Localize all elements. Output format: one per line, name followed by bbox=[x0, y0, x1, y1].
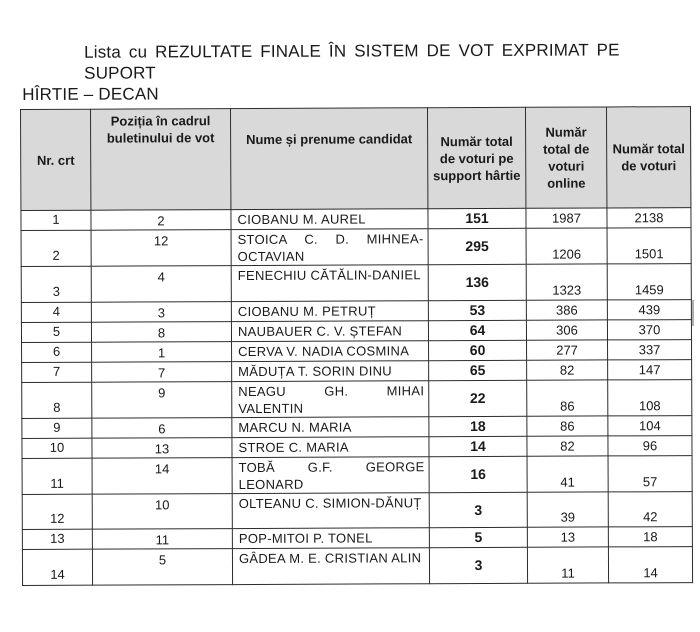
cell-voturi-online: 386 bbox=[526, 300, 607, 320]
cell-voturi-hartie: 14 bbox=[429, 436, 527, 456]
cell-voturi-hartie: 136 bbox=[428, 264, 526, 300]
cell-pozitia: 2 bbox=[91, 210, 231, 231]
cell-voturi-hartie: 3 bbox=[429, 492, 527, 527]
cell-total-voturi: 108 bbox=[608, 380, 692, 416]
cell-nr-crt: 9 bbox=[22, 418, 92, 438]
cell-nr-crt: 3 bbox=[21, 266, 91, 302]
cell-nr-crt: 14 bbox=[22, 549, 92, 585]
table-body bbox=[21, 208, 693, 586]
document-title bbox=[22, 39, 662, 105]
cell-candidate-name: FENECHIU CĂTĂLIN-DANIEL bbox=[231, 265, 428, 302]
cell-total-voturi: 57 bbox=[608, 456, 692, 492]
cell-total-voturi: 104 bbox=[608, 416, 692, 436]
cell-candidate-name: CIOBANU M. AUREL bbox=[231, 209, 428, 230]
cell-voturi-hartie: 18 bbox=[429, 416, 527, 436]
header-voturi-online: Număr total de voturi online bbox=[525, 107, 606, 208]
cell-total-voturi: 147 bbox=[608, 360, 692, 380]
cell-candidate-name: MARCU N. MARIA bbox=[232, 417, 429, 438]
cell-voturi-hartie: 16 bbox=[429, 456, 527, 492]
title-line-2: HÎRTIE – DECAN bbox=[22, 84, 159, 104]
header-pozitia: Poziția în cadrul buletinului de vot bbox=[91, 109, 231, 211]
table-row bbox=[22, 547, 692, 586]
table-row bbox=[22, 456, 692, 495]
cell-total-voturi: 337 bbox=[608, 340, 692, 360]
cell-voturi-online: 277 bbox=[527, 340, 608, 360]
cell-pozitia: 9 bbox=[92, 382, 232, 419]
table-header-row bbox=[21, 107, 691, 211]
cell-voturi-hartie: 53 bbox=[428, 300, 526, 320]
cell-candidate-name: GÂDEA M. E. CRISTIAN ALIN bbox=[232, 548, 429, 585]
cell-nr-crt: 1 bbox=[21, 210, 91, 230]
cell-candidate-name: CERVA V. NADIA COSMINA bbox=[232, 341, 429, 362]
cell-voturi-online: 86 bbox=[527, 380, 608, 416]
cell-nr-crt: 13 bbox=[22, 529, 92, 549]
cell-pozitia: 7 bbox=[92, 362, 232, 383]
cell-candidate-name: NEAGU GH. MIHAI VALENTIN bbox=[232, 381, 429, 418]
cell-total-voturi: 42 bbox=[608, 492, 692, 527]
header-voturi-hartie: Număr total de voturi pe support hârtie bbox=[427, 107, 525, 208]
cell-candidate-name: CIOBANU M. PETRUȚ bbox=[231, 301, 428, 322]
cell-total-voturi: 370 bbox=[607, 320, 691, 340]
cell-pozitia: 11 bbox=[92, 529, 232, 550]
cell-candidate-name: NAUBAUER C. V. ȘTEFAN bbox=[231, 321, 428, 342]
cell-voturi-hartie: 60 bbox=[429, 340, 527, 360]
cell-voturi-hartie: 151 bbox=[428, 208, 526, 228]
cell-voturi-online: 1987 bbox=[526, 208, 607, 228]
cell-voturi-hartie: 22 bbox=[429, 380, 527, 416]
cell-pozitia: 14 bbox=[92, 458, 232, 495]
header-total-voturi: Număr total de voturi bbox=[606, 107, 690, 208]
cell-nr-crt: 5 bbox=[21, 322, 91, 342]
header-nume: Nume și prenume candidat bbox=[231, 108, 428, 210]
cell-pozitia: 13 bbox=[92, 438, 232, 459]
cell-total-voturi: 439 bbox=[607, 300, 691, 320]
cell-voturi-hartie: 64 bbox=[428, 320, 526, 340]
cell-nr-crt: 10 bbox=[22, 438, 92, 458]
cell-pozitia: 10 bbox=[92, 494, 232, 530]
cell-voturi-online: 1323 bbox=[526, 264, 607, 300]
header-nr-crt: Nr. crt bbox=[21, 109, 91, 210]
cell-total-voturi: 2138 bbox=[607, 208, 691, 228]
cell-voturi-hartie: 5 bbox=[429, 527, 527, 547]
cell-voturi-online: 11 bbox=[527, 547, 608, 583]
cell-candidate-name: STOICA C. D. MIHNEA-OCTAVIAN bbox=[231, 229, 428, 266]
cell-voturi-online: 1206 bbox=[526, 228, 607, 264]
cell-nr-crt: 11 bbox=[22, 458, 92, 494]
cell-total-voturi: 96 bbox=[608, 436, 692, 456]
cell-candidate-name: TOBĂ G.F. GEORGE LEONARD bbox=[232, 457, 429, 494]
cell-total-voturi: 14 bbox=[608, 547, 692, 583]
cell-nr-crt: 12 bbox=[22, 494, 92, 529]
cell-voturi-online: 86 bbox=[527, 416, 608, 436]
cell-voturi-online: 39 bbox=[527, 492, 608, 527]
cell-nr-crt: 7 bbox=[22, 362, 92, 382]
cell-candidate-name: POP-MITOI P. TONEL bbox=[232, 528, 429, 549]
cell-voturi-hartie: 65 bbox=[429, 360, 527, 380]
cell-pozitia: 12 bbox=[91, 230, 231, 267]
table-row bbox=[22, 492, 692, 530]
cell-total-voturi: 18 bbox=[608, 527, 692, 547]
cell-candidate-name: STROE C. MARIA bbox=[232, 437, 429, 458]
cell-nr-crt: 4 bbox=[21, 302, 91, 322]
cell-voturi-online: 82 bbox=[527, 436, 608, 456]
table-row bbox=[21, 228, 691, 267]
cell-candidate-name: OLTEANU C. SIMION-DĂNUȚ bbox=[232, 493, 429, 529]
cell-voturi-online: 41 bbox=[527, 456, 608, 492]
cell-voturi-hartie: 3 bbox=[429, 547, 527, 583]
cell-pozitia: 8 bbox=[91, 322, 231, 343]
cell-pozitia: 5 bbox=[92, 549, 232, 586]
cell-pozitia: 1 bbox=[92, 342, 232, 363]
cell-nr-crt: 2 bbox=[21, 230, 91, 266]
page-edge-mark bbox=[692, 300, 694, 326]
title-line-1: Lista cu REZULTATE FINALE ÎN SISTEM DE VOT EXPRIMAT PE SUPORT bbox=[84, 40, 620, 83]
cell-pozitia: 6 bbox=[92, 418, 232, 439]
results-table bbox=[20, 106, 693, 586]
cell-voturi-online: 306 bbox=[526, 320, 607, 340]
cell-voturi-online: 82 bbox=[527, 360, 608, 380]
cell-candidate-name: MĂDUȚA T. SORIN DINU bbox=[232, 361, 429, 382]
cell-pozitia: 3 bbox=[91, 302, 231, 323]
cell-voturi-online: 13 bbox=[527, 527, 608, 547]
cell-nr-crt: 6 bbox=[22, 342, 92, 362]
cell-total-voturi: 1501 bbox=[607, 228, 691, 264]
cell-total-voturi: 1459 bbox=[607, 264, 691, 300]
table-row bbox=[22, 380, 692, 419]
cell-nr-crt: 8 bbox=[22, 382, 92, 418]
cell-pozitia: 4 bbox=[91, 266, 231, 303]
table-row bbox=[21, 264, 691, 303]
cell-voturi-hartie: 295 bbox=[428, 228, 526, 264]
